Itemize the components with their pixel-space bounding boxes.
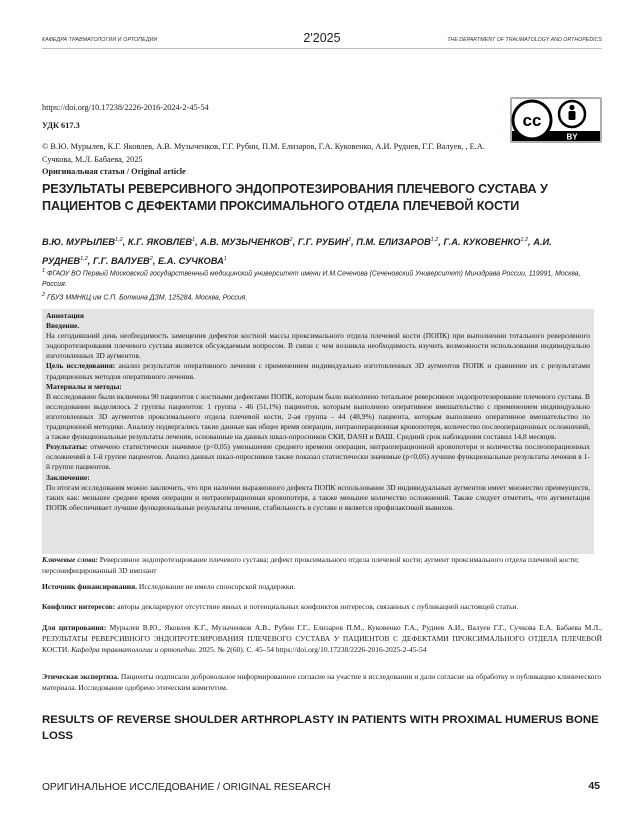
- funding-statement: Источник финансирования. Исследование не имело спонсорской поддержки.: [42, 582, 296, 591]
- author-separator: ,: [351, 237, 357, 248]
- conclusion-text: По итогам исследования можно заключить, что при наличии выраженного дефекта ПОПК использование 3D индивидуальных аугментов имеет множество преимуществ, таких как: меньшее среднее время операции и интраоперационная кровопотеря, а также меньшее количество осложнений. Также следует отметить, что аугментация ПОПК обеспечивает лучшие функциональные результаты лечения, стабильность в суставе и является профилактикой вывихов.: [46, 482, 590, 512]
- citation-block: Для цитирования: Мурылев В.Ю., Яковлев К.Г., Музыченков А.В., Рубин Г.Г., Елизаров П.М., Куковенко Г.А., Руднев А.И., Валуев Г.Г., Сучкова Е.А. Бабаева М.Л., РЕЗУЛЬТАТЫ РЕВЕРСИВНОГО ЭНДОПРОТЕЗИРОВАНИЯ ПЛЕЧЕВОГО СУСТАВА У ПАЦИЕНТОВ С ДЕФЕКТАМИ ПРОКСИМАЛЬНОГО ОТДЕЛА ПЛЕЧЕВОЙ КОСТИ. Кафедра травматологии и ортопедии. 2025. № 2(60). С. 45–54 https://doi.org/10.17238/2226-2016-2025-2-45-54: [42, 623, 602, 654]
- author-separator: ,: [152, 255, 158, 266]
- author-affiliation-marker: 2: [348, 237, 352, 243]
- author-affiliation-marker: 1,2: [430, 237, 439, 243]
- header-left: КАФЕДРА ТРАВМАТОЛОГИИ И ОРТОПЕДИИ: [42, 37, 158, 43]
- abstract-heading: Аннотация: [46, 311, 84, 320]
- by-person-head: [569, 105, 574, 110]
- article-title: РЕЗУЛЬТАТЫ РЕВЕРСИВНОГО ЭНДОПРОТЕЗИРОВАНИЯ ПЛЕЧЕВОГО СУСТАВА У ПАЦИЕНТОВ С ДЕФЕКТАМИ ПРОКСИМАЛЬНОГО ОТДЕЛА ПЛЕЧЕВОЙ КОСТИ: [42, 182, 548, 213]
- header-divider: [42, 48, 602, 49]
- affiliation-2: $^2$ ГБУЗ ММНКЦ им С.П. Боткина ДЗМ, 125284, Москва, Россия.: [42, 292, 248, 302]
- author-name: В.Ю. МУРЫЛЕВ: [42, 237, 115, 248]
- doi-link[interactable]: https://doi.org/10.17238/2226-2016-2024-2-45-54: [42, 103, 209, 112]
- english-title: RESULTS OF REVERSE SHOULDER ARTHROPLASTY IN PATIENTS WITH PROXIMAL HUMERUS BONE LOSS: [42, 714, 599, 742]
- author-affiliation-marker: 2: [149, 255, 153, 262]
- author-affiliation-marker: 2: [289, 237, 293, 243]
- author-name: Г.А. КУКОВЕНКО: [443, 237, 521, 248]
- author-separator: ,: [87, 255, 93, 266]
- keywords: Ключевые слова: Реверсивное эндопротезирование плечевого сустава; дефект проксимального отдела плечевой кости; аугмент проксимального отдела плечевой кости; персонифицированный 3D имплант: [42, 555, 579, 575]
- page-number: 45: [588, 780, 600, 792]
- author-name: Е.А. СУЧКОВА: [157, 255, 224, 266]
- copyright-line: © В.Ю. Мурылев, К.Г. Яковлев, А.В. Музыченков, Г.Г. Рубин, П.М. Елизаров, Г.А. Куковенко, А.И. Руднев, Г.Г. Валуев, , Е.А. Сучкова, М.Л. Бабаева, 2025: [42, 142, 485, 164]
- article-type: Оригинальная статья / Original article: [42, 167, 186, 176]
- author-name: Г.Г. ВАЛУЕВ: [92, 255, 150, 266]
- aim-paragraph: Цель исследования: анализ результатов оперативного лечения с применением индивидуально изготовленных 3D аугментов ПОПК и сравнение их с результатами традиционных методов оперативного лечения.: [46, 361, 591, 381]
- author-affiliation-marker: 1: [223, 255, 227, 262]
- author-list: [42, 232, 602, 269]
- author-separator: ,: [528, 237, 534, 248]
- affiliations: [42, 266, 602, 304]
- author-separator: ,: [438, 237, 444, 248]
- intro-text: На сегодняшний день необходимость замещения дефектов костной массы проксимального отдела плечевой кости (ПОПК) при выполнении тотального реверсивного эндопротезирования плечевого сустава является обсуждаемым вопросом. В связи с чем возникла необходимость изучить возможности использования индивидуально изготовленных 3D аугментов.: [46, 331, 590, 361]
- author-affiliation-marker: 1,2: [80, 255, 88, 262]
- results-paragraph: Результаты: отмечено статистически значимое (p<0,05) уменьшение среднего времени операции, интраоперационной кровопотери и количества послеоперационных осложнений в 1-й группе пациентов. Анализ данных шкал-опросников также показал статистически значимые (p<0,05) лучшие функциональные результаты лечения в 1-й группе пациентов.: [46, 442, 590, 472]
- conclusion-heading: Заключение:: [46, 472, 90, 482]
- author-separator: ,: [195, 237, 201, 248]
- author-name: Г.Г. РУБИН: [297, 237, 349, 248]
- affiliation-1: $^1$ ФГАОУ ВО Первый Московский государственный медицинский университет имени И.М.Сеченова (Сеченовский Университет) Минздрава России, 119991, Москва, Россия.: [42, 268, 581, 288]
- ethics-statement: Этическая экспертиза. Пациенты подписали добровольное информированное согласие на участие в исследовании и дали согласие на обработку и публикацию клинического материала. Исследование одобрено этическим комитетом.: [42, 672, 602, 692]
- issue-number: 2'2025: [303, 31, 341, 45]
- cc-by-license-icon[interactable]: [510, 97, 602, 143]
- conflict-statement: Конфликт интересов: авторы декларируют отсутствие явных и потенциальных конфликтов интересов, связанных с публикацией настоящей статьи.: [42, 602, 519, 611]
- author-name: А.И. РУДНЕВ: [42, 237, 552, 266]
- header-right: THE DEPARTMENT OF TRAUMATOLOGY AND ORTHOPEDICS: [447, 37, 602, 43]
- cc-text: cc: [522, 111, 542, 130]
- methods-heading: Материалы и методы:: [46, 381, 122, 391]
- author-name: П.М. ЕЛИЗАРОВ: [356, 237, 431, 248]
- author-separator: ,: [122, 237, 128, 248]
- author-separator: ,: [292, 237, 298, 248]
- by-person-body: [569, 111, 576, 120]
- author-affiliation-marker: 1,2: [115, 237, 123, 243]
- author-name: А.В. МУЗЫЧЕНКОВ: [200, 237, 290, 248]
- author-affiliation-marker: 1,2: [520, 237, 529, 243]
- abstract-box: [42, 309, 594, 554]
- author-affiliation-marker: 1: [192, 237, 196, 243]
- methods-text: В исследование были включены 90 пациентов с костными дефектами ПОПК, которым было выполнено тотальное реверсивное эндопротезирование плечевого сустава. В исследовании выделялось 2 группы пациентов: 1 группа - 46 (51,1%) пациентов, которым выполнено оперативное вмешательство с применением индивидуально изготовленных 3D аугментов проксимального отдела плечевой кости, 2-ая группа - 44 (48,9%) пациента, которым выполнено оперативное вмешательство по традиционной методике. Анализу подвергались такие данные как общее время операции, интраоперационная кровопотеря, количество послеоперационных осложнений, а также функциональные результаты лечения, основанные на данных шкал-опросников СКИ, DASH и ВАШ. Средний срок наблюдения составил 14,8 месяцев.: [46, 391, 590, 442]
- author-name: К.Г. ЯКОВЛЕВ: [127, 237, 193, 248]
- intro-heading: Введение.: [46, 321, 80, 331]
- by-text: BY: [566, 132, 578, 142]
- udk-code: УДК 617.3: [42, 121, 80, 130]
- running-header: [0, 14, 644, 48]
- footer-section: ОРИГИНАЛЬНОЕ ИССЛЕДОВАНИЕ / ORIGINAL RESEARCH: [42, 782, 331, 793]
